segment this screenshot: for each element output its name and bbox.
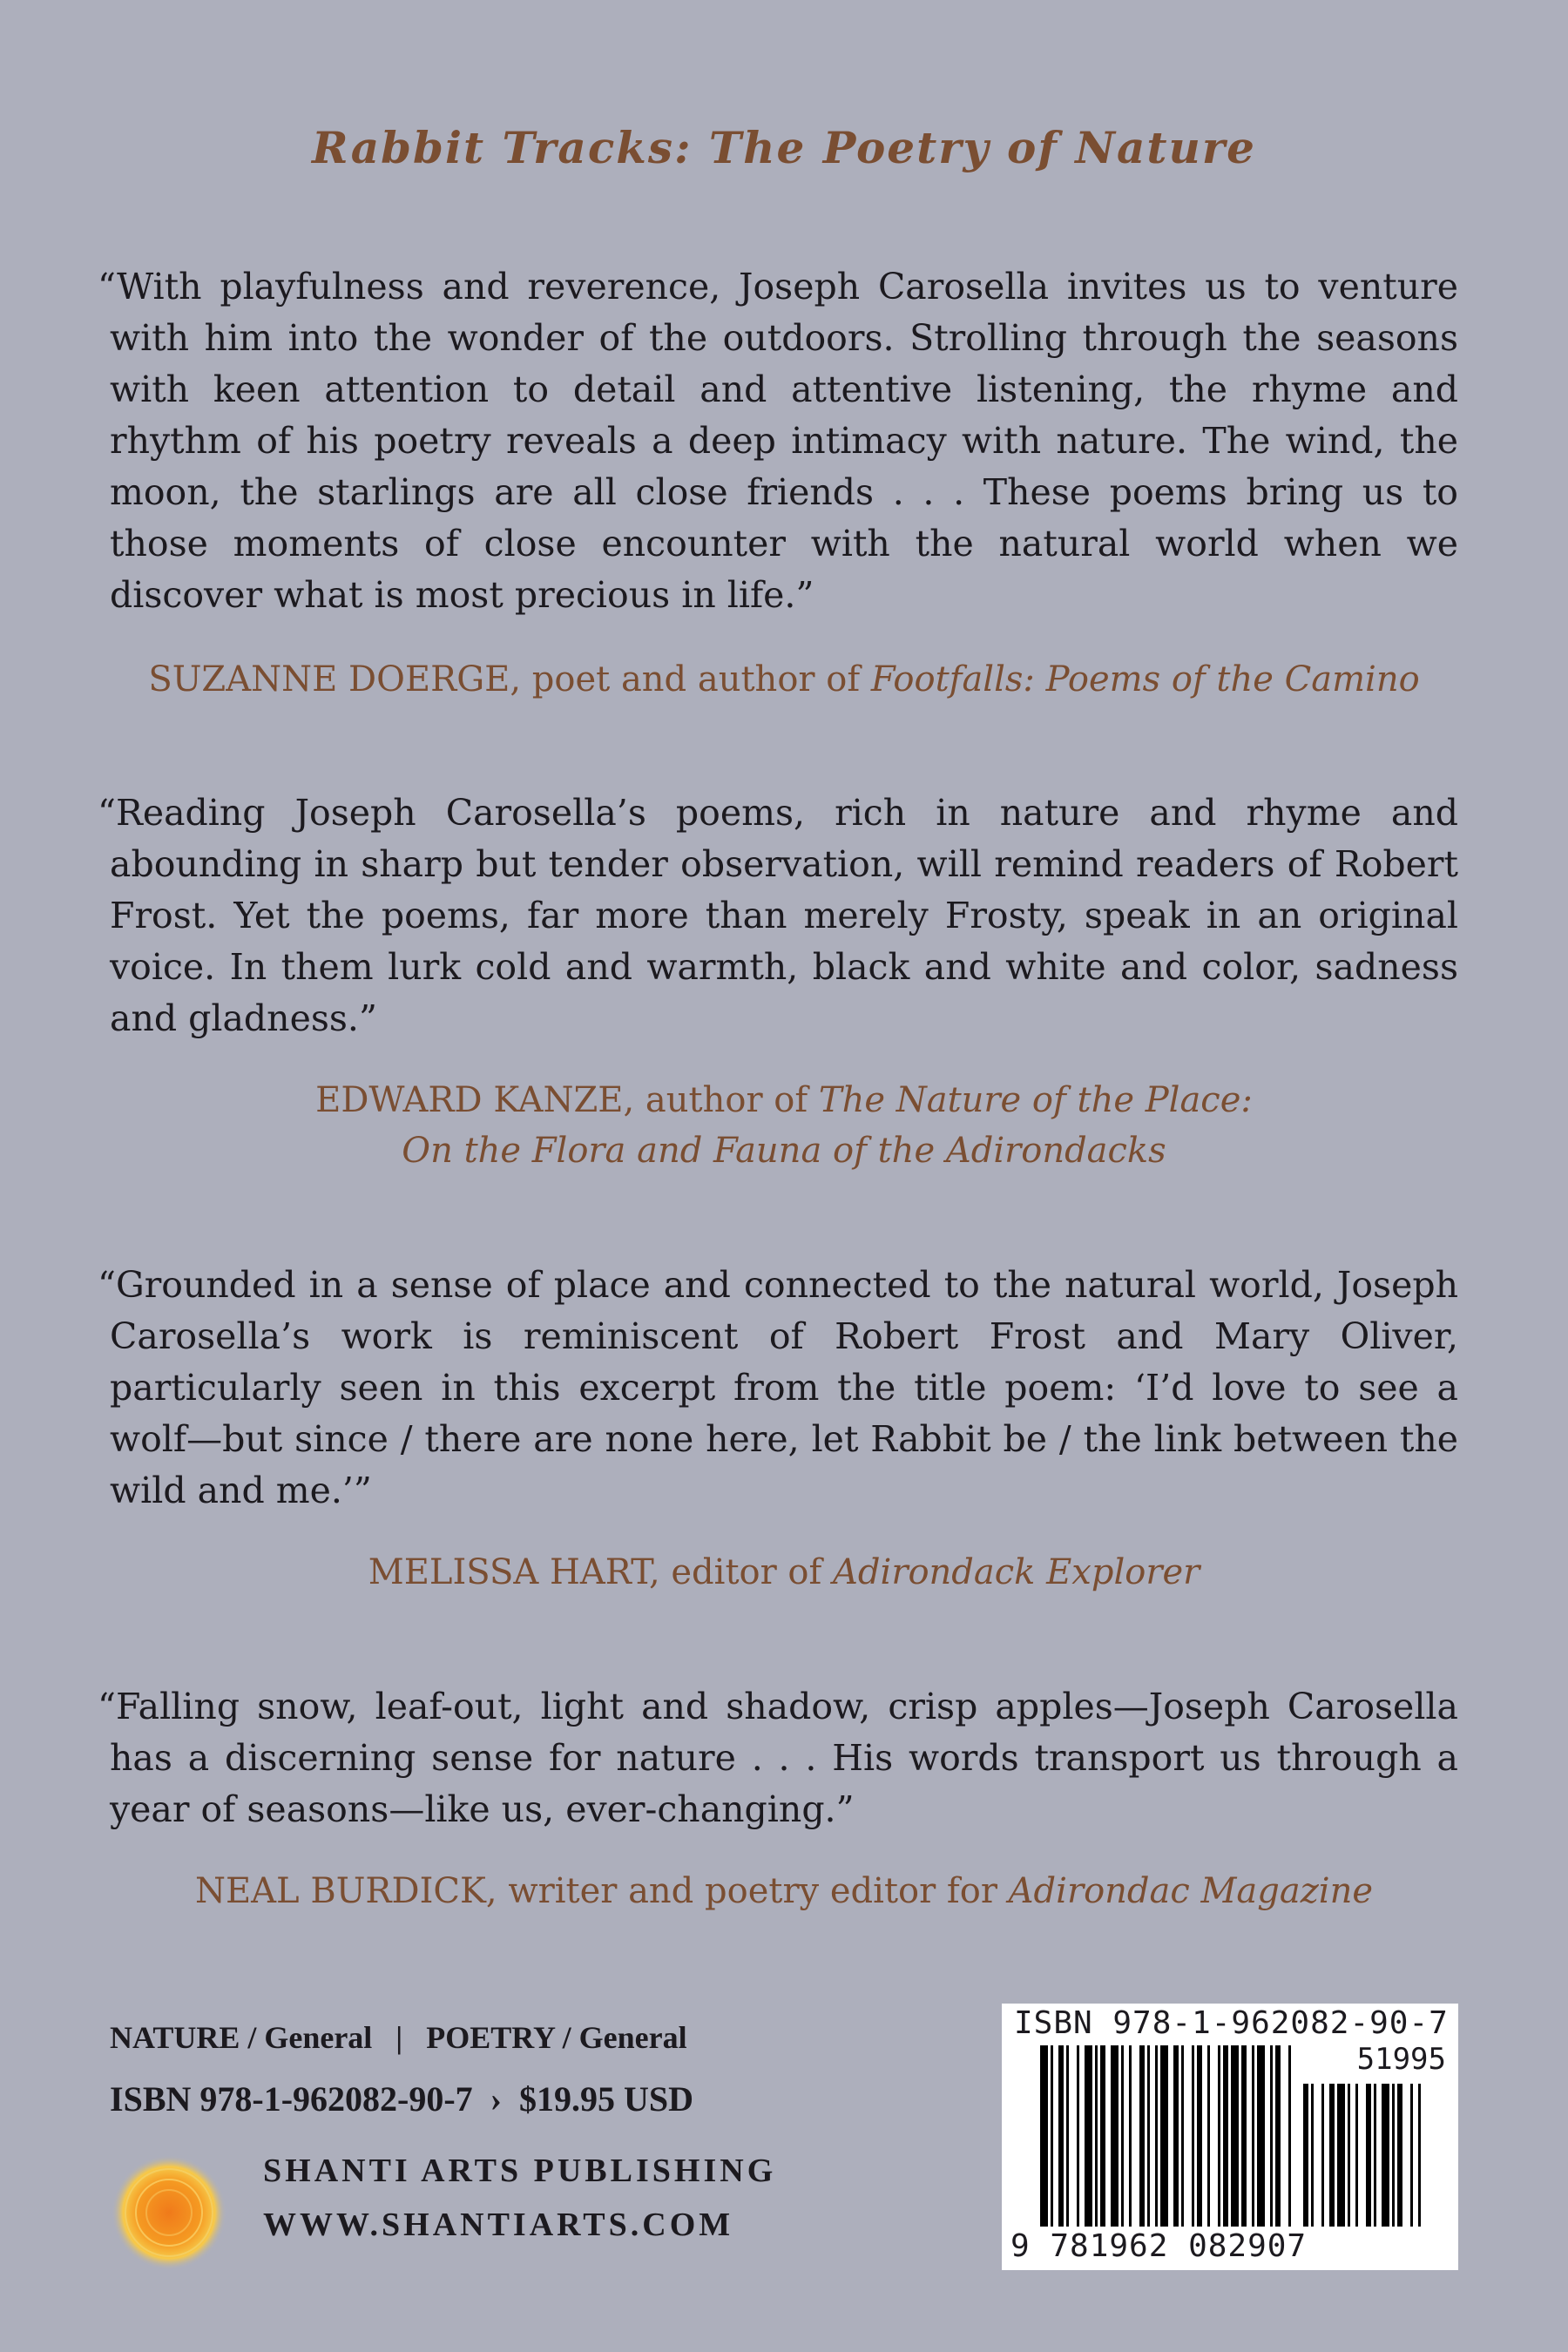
barcode-bar xyxy=(1223,2045,1228,2227)
barcode-bar xyxy=(1321,2084,1324,2227)
blurb-3: “Grounded in a sense of place and connected to the natural world, Joseph Carosella’s work is reminiscent of Robert Frost and Mary Oliver, particularly seen in this excerpt from the title poem: ‘I’d love to see a wolf—but since / there are none here, let Rabbit be / the link between the wild and me.’” xyxy=(98,1264,1458,1511)
work-title: The Nature of the Place: xyxy=(818,1080,1253,1120)
barcode-bar xyxy=(1066,2045,1069,2227)
publisher-website[interactable]: WWW.SHANTIARTS.COM xyxy=(263,2207,734,2243)
work-title-line-2: On the Flora and Fauna of the Adirondacks xyxy=(402,1131,1166,1171)
author-role: poet and author of xyxy=(521,659,871,700)
isbn-price: ISBN 978-1-962082-90-7 › $19.95 USD xyxy=(110,2079,693,2119)
blurb-2: “Reading Joseph Carosella’s poems, rich in nature and rhyme and abounding in sharp but tender observation, will remind readers of Robert Frost. Yet the poems, far more than merely Frosty, speak in an original voice. In them lurk cold and warmth, black and white and color, sadness and gladness.” xyxy=(98,792,1458,1039)
barcode-bar xyxy=(1397,2084,1402,2227)
barcode-bar xyxy=(1173,2045,1179,2227)
barcode-bar xyxy=(1139,2045,1145,2227)
bisac-categories: NATURE / General | POETRY / General xyxy=(110,2020,687,2055)
work-title: Adirondack Explorer xyxy=(833,1552,1200,1592)
barcode-bar xyxy=(1252,2045,1254,2227)
blurb-2-attribution xyxy=(0,1075,1568,1176)
publisher-logo-icon xyxy=(110,2153,228,2272)
barcode-bar xyxy=(1337,2084,1345,2227)
barcode-bar xyxy=(1311,2084,1314,2227)
barcode-bar xyxy=(1288,2045,1291,2227)
barcode-bar xyxy=(1355,2084,1358,2227)
barcode-bar xyxy=(1392,2084,1395,2227)
barcode-bar xyxy=(1207,2045,1210,2227)
isbn-barcode xyxy=(1002,2004,1458,2270)
barcode-isbn-text: ISBN 978-1-962082-90-7 xyxy=(1014,2005,1449,2041)
barcode-bar xyxy=(1095,2045,1098,2227)
barcode-bar xyxy=(1040,2045,1048,2227)
author-role: editor of xyxy=(659,1552,834,1592)
barcode-bar xyxy=(1374,2084,1376,2227)
barcode-bar xyxy=(1257,2045,1265,2227)
barcode-bar xyxy=(1270,2045,1273,2227)
blurb-4-attribution xyxy=(0,1866,1568,1916)
barcode-bar xyxy=(1303,2084,1308,2227)
barcode-bar xyxy=(1058,2045,1064,2227)
author-name: SUZANNE DOERGE, xyxy=(148,659,522,700)
barcode-bar xyxy=(1382,2084,1389,2227)
barcode-bar xyxy=(1192,2045,1194,2227)
blurb-3-attribution xyxy=(0,1547,1568,1598)
barcode-bar xyxy=(1077,2045,1079,2227)
blurb-1-attribution xyxy=(0,654,1568,705)
author-role: writer and poetry editor for xyxy=(497,1871,1009,1911)
barcode-bar xyxy=(1231,2045,1239,2227)
barcode-bar xyxy=(1129,2045,1132,2227)
barcode-bar xyxy=(1147,2045,1150,2227)
barcode-bar xyxy=(1241,2045,1247,2227)
work-title: Footfalls: Poems of the Camino xyxy=(870,659,1420,700)
barcode-bar xyxy=(1051,2045,1053,2227)
barcode-bar xyxy=(1160,2045,1168,2227)
work-title: Adirondac Magazine xyxy=(1008,1871,1374,1911)
barcode-bar xyxy=(1418,2084,1421,2227)
author-name: EDWARD KANZE, xyxy=(315,1080,635,1120)
barcode-bar xyxy=(1121,2045,1124,2227)
blurb-1: “With playfulness and reverence, Joseph Carosella invites us to venture with him into the wonder of the outdoors. Strolling through the seasons with keen attention to detail and attentive listening, the rhyme and rhythm of his poetry reveals a deep intimacy with nature. The wind, the moon, the starlings are all close friends . . . These poems bring us to those moments of close encounter with the natural world when we discover what is most precious in life.” xyxy=(98,266,1458,616)
barcode-bar xyxy=(1275,2045,1281,2227)
blurb-4: “Falling snow, leaf-out, light and shadow, crisp apples—Joseph Carosella has a discerning sense for nature . . . His words transport us through a year of seasons—like us, ever-changing.” xyxy=(98,1686,1458,1830)
barcode-ean-number: 9 781962 082907 xyxy=(1010,2228,1308,2264)
barcode-bar xyxy=(1100,2045,1105,2227)
barcode-bar xyxy=(1197,2045,1202,2227)
barcode-bar xyxy=(1155,2045,1158,2227)
barcode-bar xyxy=(1111,2045,1119,2227)
barcode-bar xyxy=(1329,2084,1335,2227)
author-name: NEAL BURDICK, xyxy=(194,1871,497,1911)
barcode-bar xyxy=(1218,2045,1220,2227)
author-name: MELISSA HART, xyxy=(368,1552,660,1592)
barcode-price-code: 51995 xyxy=(1356,2042,1446,2077)
author-role: author of xyxy=(634,1080,819,1120)
barcode-bar xyxy=(1085,2045,1092,2227)
barcode-bar xyxy=(1181,2045,1184,2227)
barcode-bar xyxy=(1410,2084,1413,2227)
barcode-bar xyxy=(1348,2084,1350,2227)
publisher-name: SHANTI ARTS PUBLISHING xyxy=(263,2153,777,2189)
book-title: Rabbit Tracks: The Poetry of Nature xyxy=(312,122,1256,173)
barcode-bar xyxy=(1366,2084,1371,2227)
